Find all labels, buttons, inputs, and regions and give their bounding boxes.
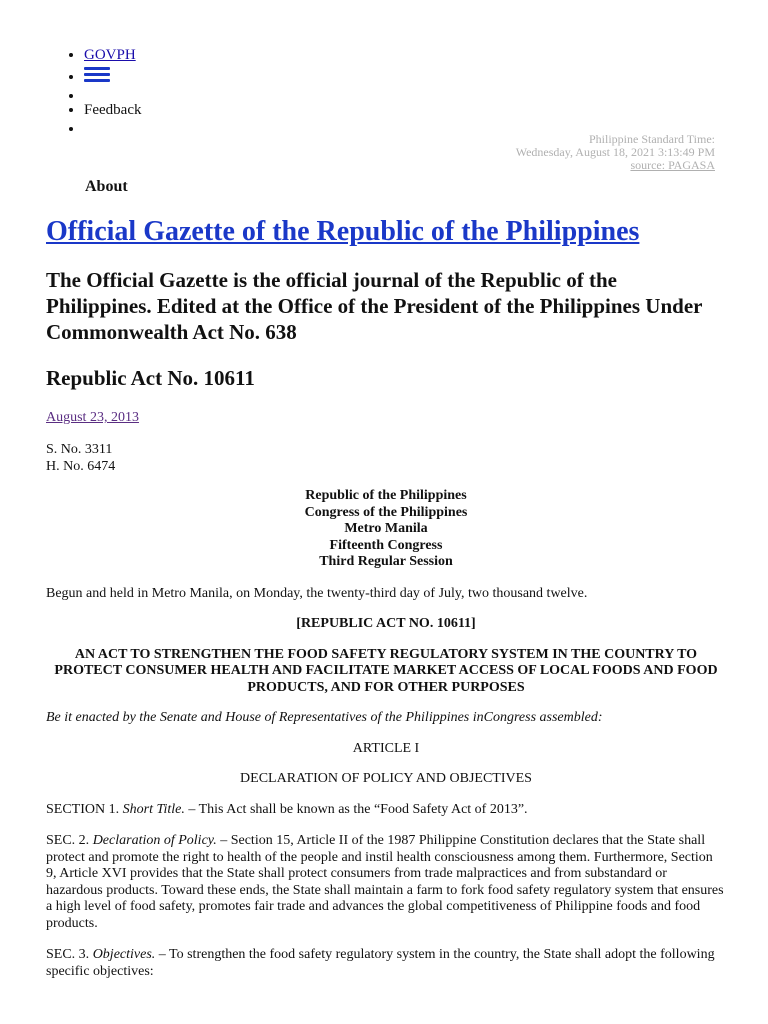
section-text: – This Act shall be known as the “Food Safety Act of 2013”.: [184, 801, 528, 817]
congress-line: Third Regular Session: [319, 554, 453, 569]
enacting-clause: [46, 710, 726, 727]
begun-statement: Begun and held in Metro Manila, on Monday, the twenty-third day of July, two thousand twelve.: [46, 585, 588, 601]
site-title-link[interactable]: Official Gazette of the Republic of the Philippines: [46, 216, 640, 247]
congress-header: [46, 488, 726, 571]
pst-source-link[interactable]: source: PAGASA: [630, 158, 715, 172]
section-heading: Short Title.: [122, 801, 185, 817]
nav-item-govph: [84, 46, 446, 65]
pst-datetime: Wednesday, August 18, 2021 3:13:49 PM: [515, 145, 715, 159]
top-navigation: [46, 46, 446, 139]
nav-item-empty-2: [84, 120, 446, 139]
section-label: SEC. 3.: [46, 947, 90, 962]
section-1: [46, 802, 726, 819]
main-content: [46, 214, 726, 994]
pst-label: Philippine Standard Time:: [588, 132, 715, 146]
site-title: [46, 214, 726, 250]
section-2: [46, 833, 726, 932]
hamburger-menu-icon[interactable]: [84, 67, 110, 83]
philippine-standard-time-widget: [516, 133, 715, 172]
congress-line: Metro Manila: [344, 521, 428, 536]
section-label: SEC. 2.: [46, 833, 90, 848]
congress-line: Republic of the Philippines: [305, 488, 467, 503]
about-menu-item[interactable]: About: [85, 178, 128, 195]
article-date-link[interactable]: August 23, 2013: [46, 410, 139, 425]
senate-bill-number: S. No. 3311: [46, 442, 113, 457]
feedback-link[interactable]: Feedback: [84, 102, 142, 118]
govph-link[interactable]: GOVPH: [84, 47, 136, 63]
bill-references: [46, 441, 726, 475]
article-heading: ARTICLE I: [352, 740, 420, 756]
house-bill-number: H. No. 6474: [46, 459, 116, 474]
nav-item-empty: [84, 87, 446, 101]
article-title: Republic Act No. 10611: [46, 366, 255, 390]
congress-line: Congress of the Philippines: [304, 504, 468, 520]
article-subheading: DECLARATION OF POLICY AND OBJECTIVES: [240, 771, 532, 786]
section-heading: Declaration of Policy.: [92, 833, 217, 848]
act-title: AN ACT TO STRENGTHEN THE FOOD SAFETY REGULATORY SYSTEM IN THE COUNTRY TO PROTECT CONSUMER HEALTH AND FACILITATE MARKET ACCESS OF LOCAL FOODS AND FOOD PRODUCTS, AND FOR OTHER PURPOSES: [54, 646, 718, 695]
section-text: – Section 15, Article II of the 1987 Philippine Constitution declares that the State shall protect and promote the right to health of the people and instil health consciousness among them. Furthermore, Section 9, Article XVI provides that the State shall protect consumers from trade malpractices and from substandard or hazardous products. Toward these ends, the State shall maintain a farm to fork food safety regulatory system that ensures a high level of food safety, promotes fair trade and advances the global competitiveness of Philippine foods and food products.: [46, 833, 724, 931]
section-label: SECTION 1.: [46, 801, 120, 817]
section-3: [46, 947, 726, 980]
article-date: [46, 409, 726, 427]
section-text: – To strengthen the food safety regulatory system in the country, the State shall adopt the following specific objectives:: [46, 947, 715, 979]
act-number: [REPUBLIC ACT NO. 10611]: [296, 616, 476, 631]
nav-item-menu: [84, 65, 446, 87]
site-tagline: The Official Gazette is the official journal of the Republic of the Philippines. Edited at the Office of the President of the Philippines Under Commonwealth Act No. 638: [46, 268, 703, 344]
section-heading: Objectives.: [92, 947, 156, 962]
congress-line: Fifteenth Congress: [329, 537, 443, 553]
enacting-clause-text: Be it enacted by the Senate and House of Representatives of the Philippines inCongress assembled:: [46, 710, 603, 725]
nav-list: [46, 46, 446, 139]
nav-item-feedback: [84, 101, 446, 120]
